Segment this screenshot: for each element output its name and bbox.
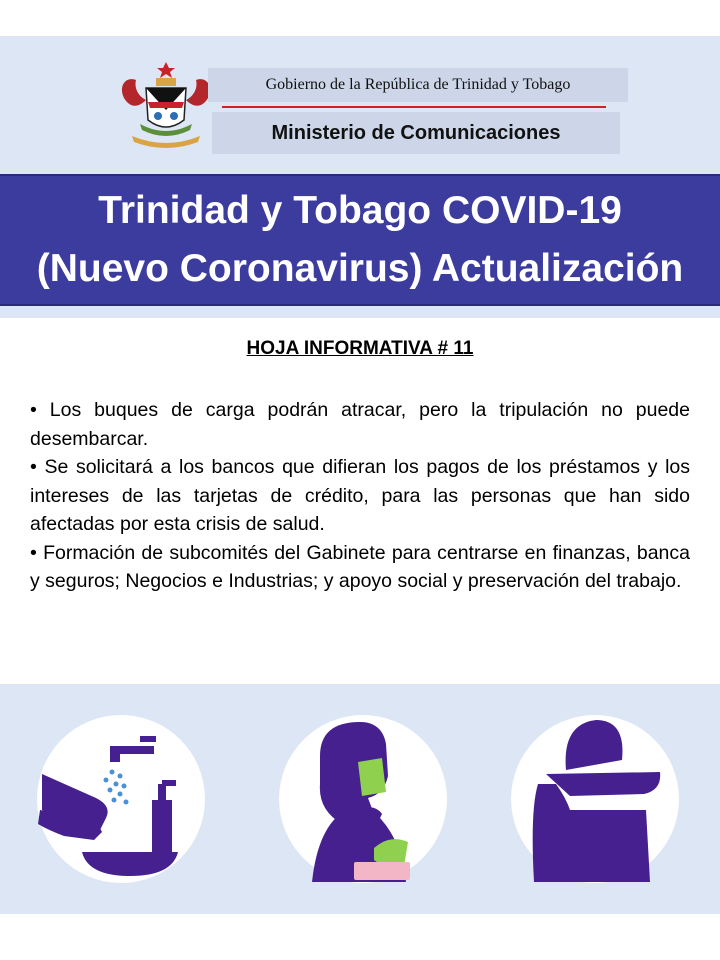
banner-title-line-1: Trinidad y Tobago COVID-19 (98, 189, 622, 232)
divider (222, 106, 606, 108)
bullet-list (30, 396, 690, 596)
banner-strip (0, 306, 720, 318)
bullet-item: • Los buques de carga podrán atracar, pero la tripulación no puede desembarcar. (30, 399, 690, 450)
ministry-label: Ministerio de Comunicaciones (212, 112, 620, 154)
sneeze-into-tissue-icon (278, 714, 448, 884)
title-banner (0, 174, 720, 306)
government-label: Gobierno de la República de Trinidad y Tobago (208, 68, 628, 102)
sheet-title: HOJA INFORMATIVA # 11 (246, 338, 474, 359)
coat-of-arms-icon (118, 58, 214, 150)
banner-title-line-2: (Nuevo Coronavirus) Actualización (36, 247, 684, 290)
bullet-item: • Formación de subcomités del Gabinete para centrarse en finanzas, banca y seguros; Negocios e Industrias; y apoyo social y preservación del trabajo. (30, 541, 690, 592)
bullet-item: • Se solicitará a los bancos que difieran los pagos de los préstamos y los intereses de las tarjetas de crédito, para las personas que han sido afectadas por esta crisis de salud. (30, 456, 690, 535)
hand-washing-icon (36, 714, 206, 884)
cough-into-elbow-icon (510, 714, 680, 884)
